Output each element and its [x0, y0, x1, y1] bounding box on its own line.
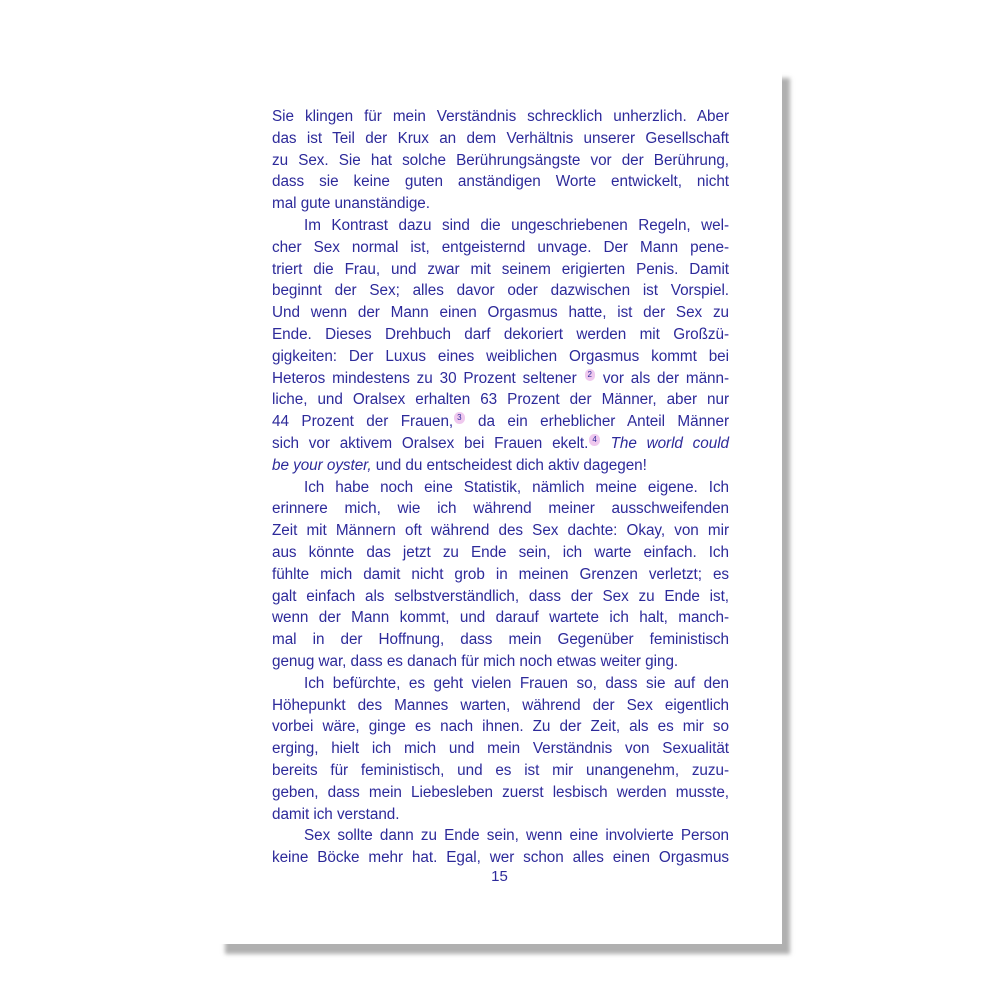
text-line: beginnt der Sex; alles davor oder dazwischen ist Vorspiel. [272, 282, 729, 300]
text-line [272, 368, 729, 390]
footnote-marker-3[interactable]: 3 [454, 412, 464, 424]
paragraph-5 [272, 825, 729, 869]
text-line: aus könnte das jetzt zu Ende sein, ich warte einfach. Ich [272, 543, 729, 561]
text-line [272, 411, 729, 433]
page-number: 15 [491, 868, 508, 885]
paragraph-4 [272, 673, 729, 826]
text-line: liche, und Oralsex erhalten 63 Prozent der Männer, aber nur [272, 391, 729, 409]
text-line: cher Sex normal ist, entgeisternd unvage. Der Mann pene- [272, 238, 729, 256]
text-line: das ist Teil der Krux an dem Verhältnis unserer Gesellschaft [272, 129, 729, 147]
book-page [217, 68, 782, 944]
body-text [272, 106, 729, 869]
text-line: Und wenn der Mann einen Orgasmus hatte, ist der Sex zu [272, 304, 729, 322]
text-line: Höhepunkt des Mannes warten, während der Sex eigentlich [272, 696, 729, 714]
text-line: geben, dass mein Liebesleben zuerst lesbisch werden musste, [272, 783, 729, 801]
text-line: Sex sollte dann zu Ende sein, wenn eine involvierte Person [304, 827, 729, 845]
text-line: bereits für feministisch, und es ist mir unangenehm, zuzu- [272, 761, 729, 779]
text-line: Ich habe noch eine Statistik, nämlich meine eigene. Ich [304, 478, 729, 496]
text-segment: vor als der männ- [602, 369, 729, 387]
paragraph-1 [272, 106, 729, 215]
text-line: damit ich verstand. [272, 805, 400, 823]
text-segment: sich vor aktivem Oralsex bei Frauen ekelt. [272, 434, 589, 452]
text-line: erinnere mich, wie ich während meiner ausschweifenden [272, 500, 729, 518]
italic-text: be your oyster, [272, 456, 372, 474]
text-line: fühlte mich damit nicht grob in meinen Grenzen verletzt; es [272, 565, 729, 583]
text-line: zu Sex. Sie hat solche Berührungsängste vor der Berührung, [272, 151, 729, 169]
text-line: mal gute unanständige. [272, 195, 430, 213]
text-line: triert die Frau, und zwar mit seinem erigierten Penis. Damit [272, 260, 729, 278]
text-line: keine Böcke mehr hat. Egal, wer schon alles einen Orgasmus [272, 849, 729, 867]
text-line: Ende. Dieses Drehbuch darf dekoriert werden mit Großzü- [272, 325, 729, 343]
text-segment: 44 Prozent der Frauen, [272, 413, 454, 431]
text-line: erging, hielt ich mich und mein Verständnis von Sexualität [272, 740, 729, 758]
text-line: galt einfach als selbstverständlich, dass der Sex zu Ende ist, [272, 587, 729, 605]
text-line: mal in der Hoffnung, dass mein Gegenüber feministisch [272, 631, 729, 649]
text-line: wenn der Mann kommt, und darauf wartete ich halt, manch- [272, 609, 729, 627]
paragraph-2 [272, 215, 729, 477]
text-line [272, 433, 729, 455]
text-line: Sie klingen für mein Verständnis schrecklich unherzlich. Aber [272, 108, 729, 125]
text-line: Zeit mit Männern oft während des Sex dachte: Okay, von mir [272, 522, 729, 540]
footnote-marker-2[interactable]: 2 [585, 369, 595, 381]
text-line: Im Kontrast dazu sind die ungeschriebenen Regeln, wel- [304, 216, 729, 234]
footnote-marker-4[interactable]: 4 [589, 434, 599, 446]
italic-text: The world could [610, 434, 730, 452]
text-line: dass sie keine guten anständigen Worte entwickelt, nicht [272, 173, 729, 191]
text-line: Ich befürchte, es geht vielen Frauen so, dass sie auf den [304, 674, 729, 692]
text-segment: und du entscheidest dich aktiv dagegen! [375, 456, 647, 474]
paragraph-3 [272, 477, 729, 673]
text-segment: da ein erheblicher Anteil Männer [478, 413, 729, 431]
text-line: vorbei wäre, ginge es nach ihnen. Zu der Zeit, als es mir so [272, 718, 729, 736]
text-segment: Heteros mindestens zu 30 Prozent seltener [272, 369, 577, 387]
text-line [272, 455, 729, 477]
text-line: gigkeiten: Der Luxus eines weiblichen Orgasmus kommt bei [272, 347, 729, 365]
text-line: genug war, dass es danach für mich noch etwas weiter ging. [272, 652, 679, 670]
